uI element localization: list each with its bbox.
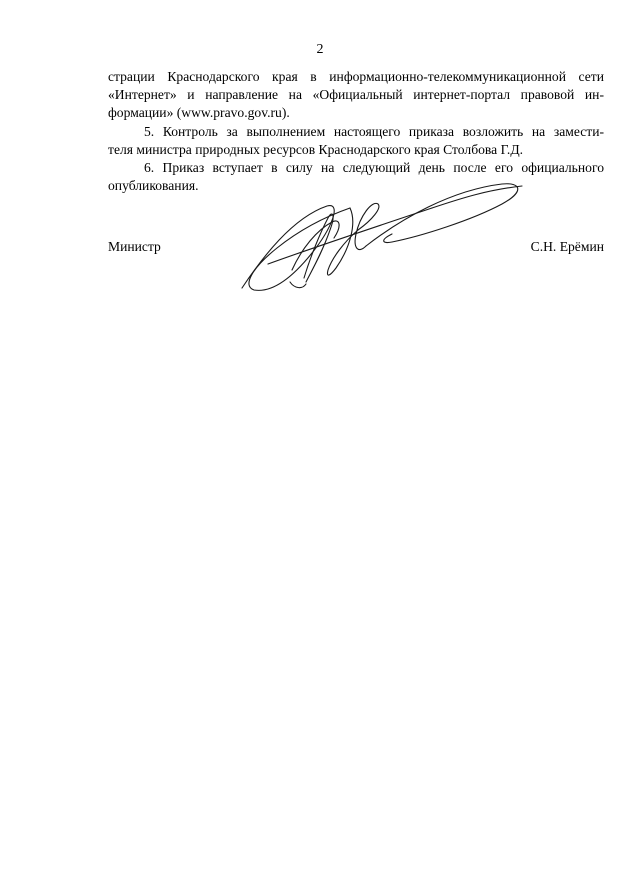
- text-line: теля министра природных ресурсов Краснодарского края Столбова Г.Д.: [108, 141, 523, 157]
- paragraph-item-5: [108, 123, 604, 159]
- text-line: страции Краснодарского края в информационно-телекоммуникационной сети: [108, 69, 604, 84]
- document-body: [108, 68, 604, 195]
- text-line: «Интернет» и направление на «Официальный интернет-портал правовой ин-: [108, 87, 604, 103]
- text-line: формации» (www.pravo.gov.ru).: [108, 105, 290, 121]
- text-line: 6. Приказ вступает в силу на следующий день после его официального: [144, 159, 604, 175]
- text-line: опубликования.: [108, 178, 199, 194]
- signer-title: Министр: [108, 239, 161, 254]
- signature-block: [108, 238, 604, 258]
- page-number: 2: [316, 42, 324, 57]
- text-line: 5. Контроль за выполнением настоящего приказа возложить на замести-: [144, 123, 604, 139]
- signer-name: С.Н. Ерёмин: [530, 239, 604, 254]
- paragraph-continuation: [108, 68, 604, 123]
